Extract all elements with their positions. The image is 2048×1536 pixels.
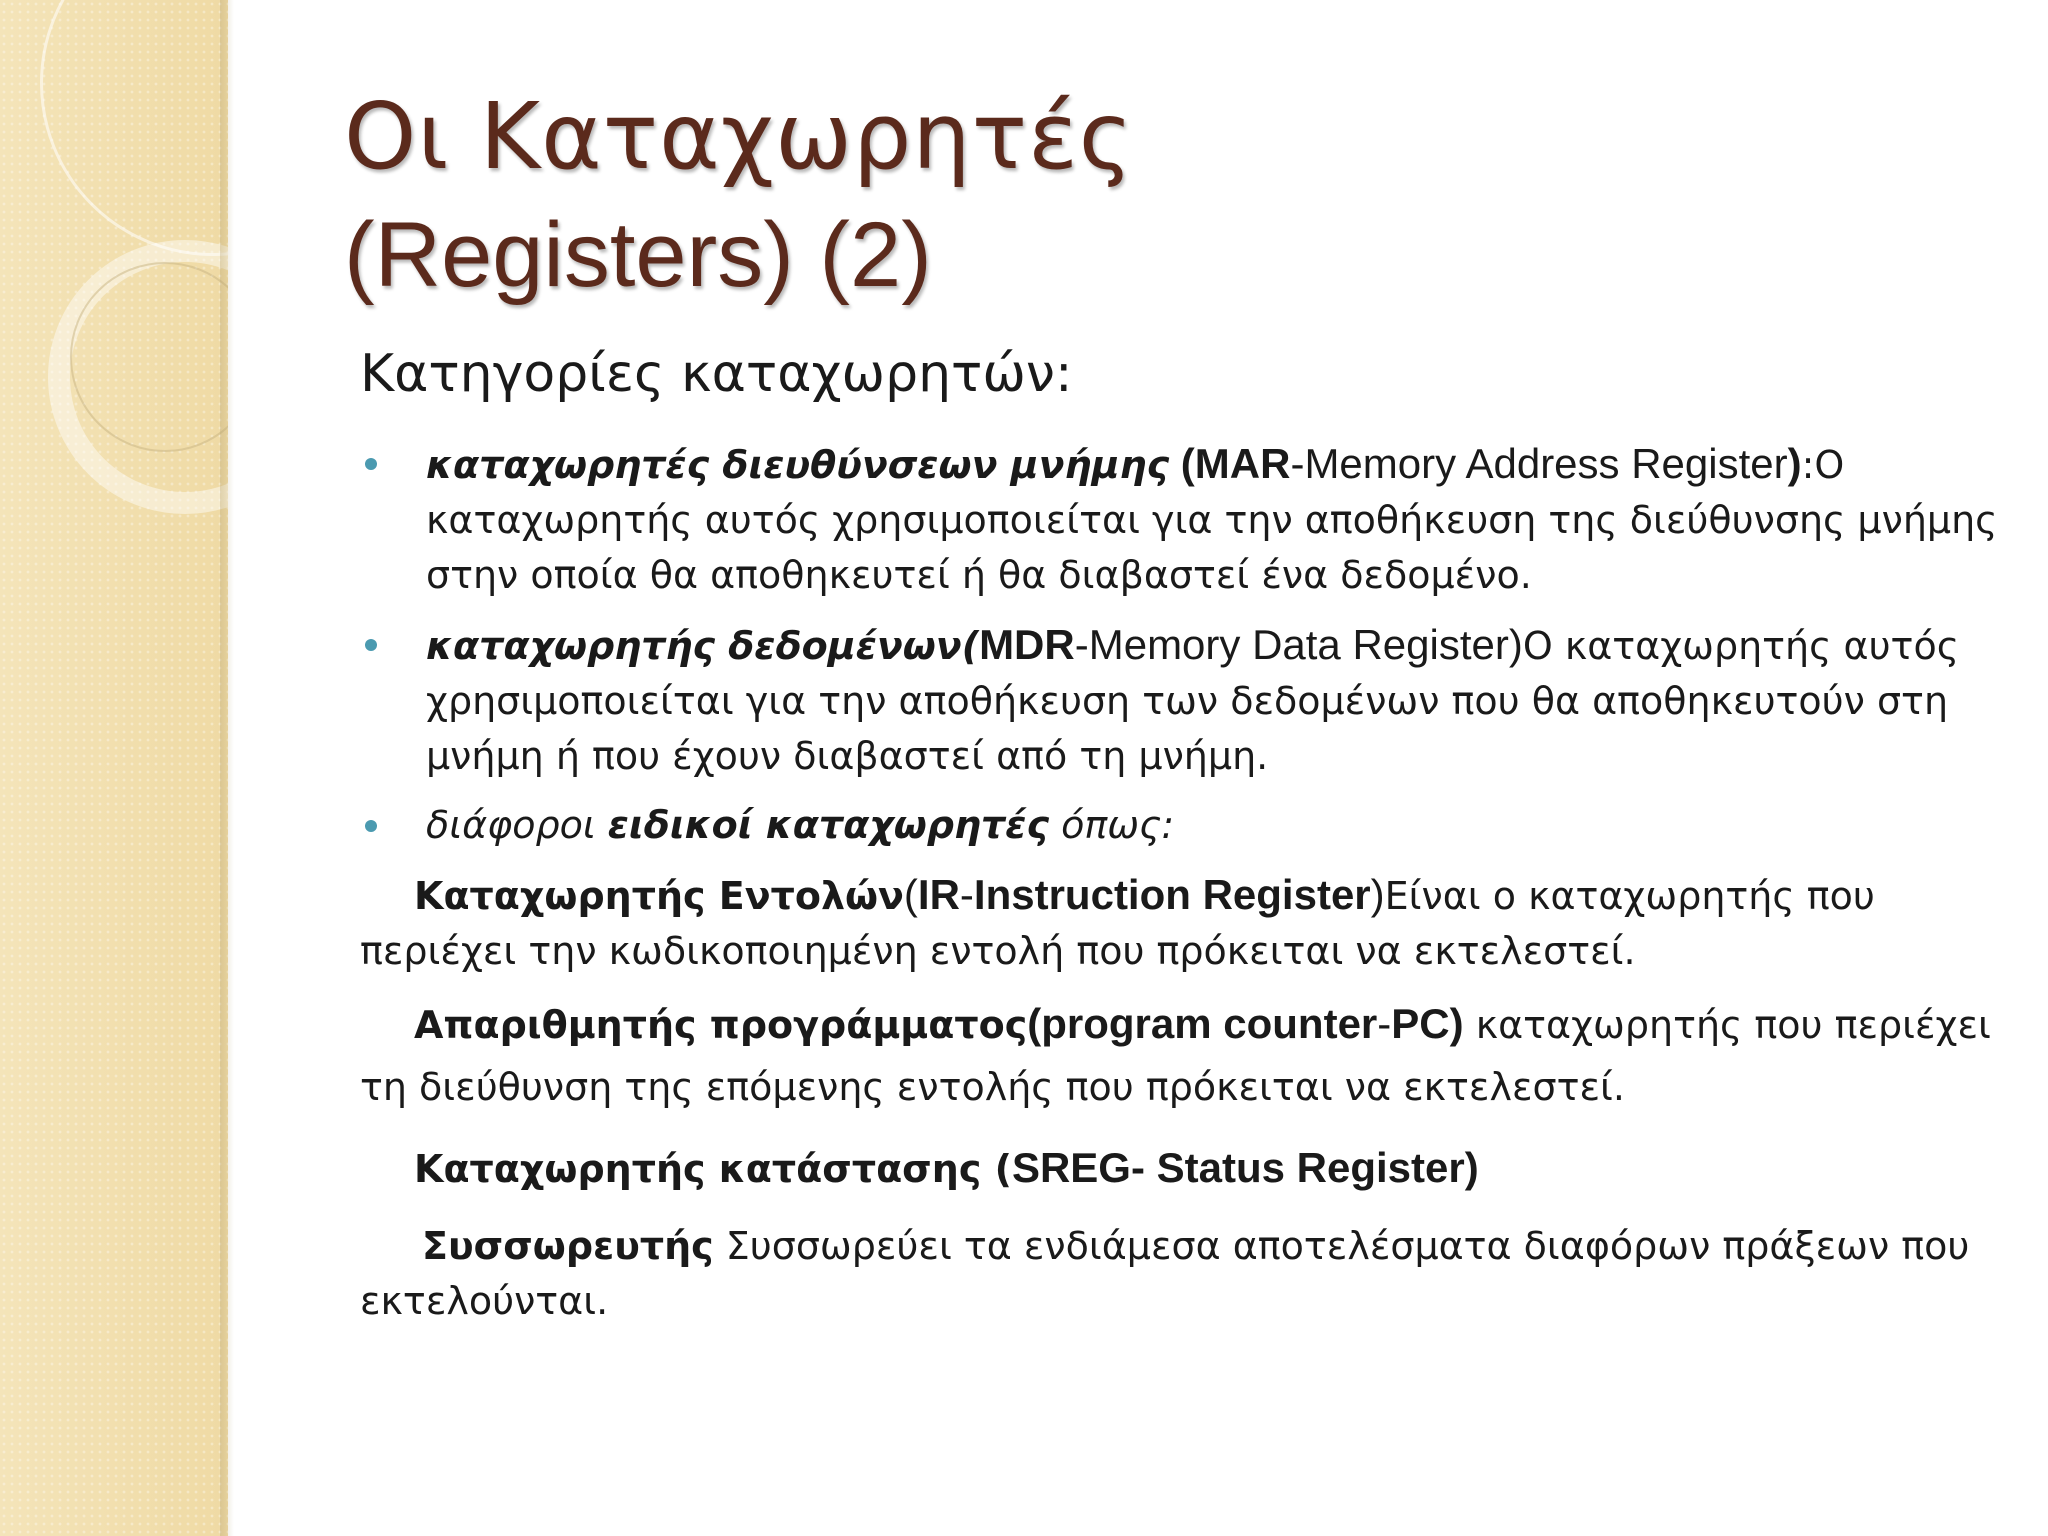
special-ir	[360, 867, 2010, 979]
bullet-term: καταχωρητής δεδομένων(	[426, 624, 980, 668]
dash: -	[959, 871, 974, 918]
bullet-term: καταχωρητές διευθύνσεων μνήμης	[426, 443, 1170, 487]
special-sreg	[360, 1140, 2010, 1197]
bullet-description: Ο καταχωρητής αυτός χρησιμοποιείται για την αποθήκευση των δεδομένων που θα αποθηκευτούν στη μνήμη ή που έχουν διαβαστεί από τη μνήμη.	[426, 624, 1959, 778]
sidebar-shadow	[220, 0, 234, 1536]
abbr: PC	[1391, 1000, 1450, 1047]
bullet-suffix: όπως:	[1048, 803, 1175, 847]
abbr: MDR	[979, 621, 1075, 668]
dash: -	[1074, 621, 1089, 668]
bullet-special	[360, 798, 2010, 853]
slide-title-line2: (Registers) (2)	[344, 204, 932, 306]
bullet-icon	[365, 639, 377, 651]
paren: )	[1508, 621, 1523, 668]
bullet-mdr	[360, 617, 2010, 784]
special-accumulator	[360, 1219, 2010, 1329]
paren: (	[1027, 1000, 1042, 1047]
dash: -	[1377, 1000, 1392, 1047]
special-term: Καταχωρητής Εντολών	[414, 874, 904, 918]
bullet-prefix: διάφοροι	[426, 803, 608, 847]
special-term: Καταχωρητής κατάστασης (	[414, 1147, 1012, 1191]
english-name: program counter	[1041, 1000, 1378, 1047]
paren: (	[903, 871, 918, 918]
slide-content	[360, 436, 2010, 1329]
paren: )	[1370, 871, 1385, 918]
abbr: MAR	[1194, 440, 1291, 487]
dash: -	[1290, 440, 1305, 487]
special-term: Συσσωρευτής	[422, 1224, 714, 1268]
english-name: Memory Data Register	[1088, 621, 1509, 668]
bullet-description: :Ο καταχωρητής αυτός χρησιμοποιείται για την αποθήκευση της διεύθυνσης μνήμης στην οποία θα αποθηκευτεί ή θα διαβαστεί ένα δεδομένο.	[426, 443, 1998, 597]
english-name: SREG- Status Register	[1011, 1144, 1465, 1191]
decorative-ring	[40, 0, 228, 256]
paren: )	[1787, 440, 1802, 487]
special-term: Απαριθμητής προγράμματος	[414, 1003, 1028, 1047]
bullet-mar	[360, 436, 2010, 603]
decorative-sidebar	[0, 0, 228, 1536]
english-name: Memory Address Register	[1304, 440, 1788, 487]
slide-title	[344, 78, 1444, 314]
slide-title-line1: Οι Καταχωρητές	[344, 83, 1134, 190]
bullet-icon	[365, 820, 377, 832]
slide-subtitle: Κατηγορίες καταχωρητών:	[360, 344, 1073, 404]
special-description: Είναι ο καταχωρητής που περιέχει την κωδικοποιημένη εντολή που πρόκειται να εκτελεστεί.	[360, 874, 1875, 973]
special-pc	[360, 993, 2010, 1118]
bullet-term: ειδικοί καταχωρητές	[607, 803, 1049, 847]
english-name: Instruction Register	[973, 871, 1371, 918]
bullet-icon	[365, 458, 377, 470]
special-description: Συσσωρεύει τα ενδιάμεσα αποτελέσματα διαφόρων πράξεων που εκτελούνται.	[360, 1224, 1970, 1323]
paren: )	[1464, 1144, 1479, 1191]
paren: (	[1169, 440, 1195, 487]
paren: )	[1449, 1000, 1464, 1047]
special-description: καταχωρητής που περιέχει τη διεύθυνση της επόμενης εντολής που πρόκειται να εκτελεστεί.	[360, 1003, 1991, 1109]
abbr: IR	[917, 871, 960, 918]
